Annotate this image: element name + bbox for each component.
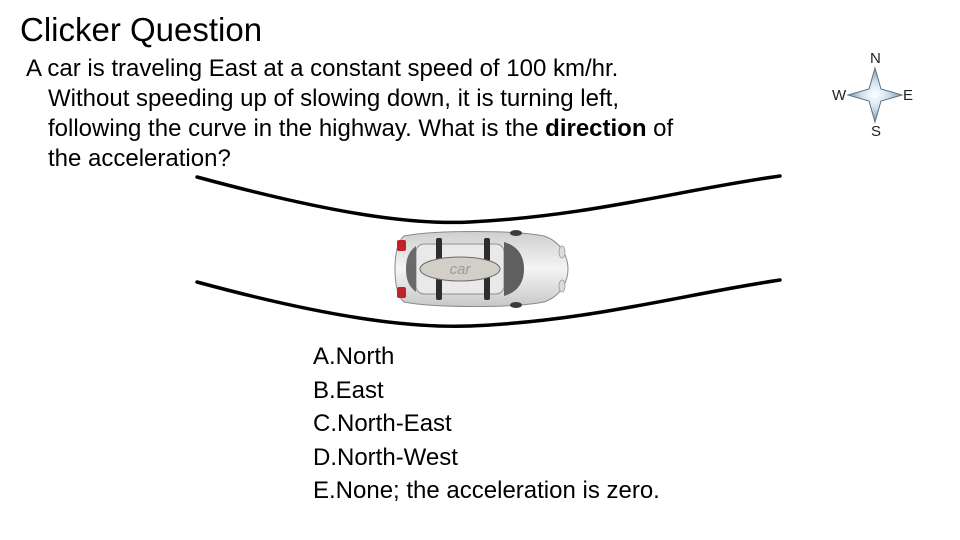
compass-south-label: S bbox=[871, 123, 882, 140]
answer-d: D.North-West bbox=[313, 443, 458, 471]
question-line-2: Without speeding up of slowing down, it is turning left, bbox=[48, 85, 619, 112]
tail-light bbox=[397, 240, 406, 251]
question-line-3-start: following the curve in the highway. What is the bbox=[48, 115, 546, 142]
answer-b: B.East bbox=[313, 376, 384, 404]
emphasis-direction: direction bbox=[545, 115, 647, 142]
headlight bbox=[559, 246, 565, 258]
question-line-3-end: of bbox=[646, 115, 674, 142]
car-logo: car bbox=[449, 261, 471, 278]
tail-light bbox=[397, 287, 406, 298]
answer-c: C.North-East bbox=[313, 410, 452, 437]
road-edge-top bbox=[197, 176, 780, 222]
answer-e: E.None; the acceleration is zero. bbox=[313, 477, 660, 504]
question-line-4: the acceleration? bbox=[48, 145, 231, 172]
side-mirror bbox=[510, 302, 522, 308]
compass-west-label: W bbox=[832, 87, 847, 104]
side-mirror bbox=[510, 230, 522, 236]
answer-list bbox=[313, 340, 660, 508]
compass-north-label: N bbox=[870, 50, 881, 67]
car-image bbox=[394, 228, 569, 310]
headlight bbox=[559, 280, 565, 292]
slide-title: Clicker Question bbox=[20, 11, 263, 48]
answer-a: A.North bbox=[313, 343, 395, 370]
compass-rose bbox=[828, 48, 922, 142]
compass-east-label: E bbox=[903, 87, 914, 104]
question-line-1: A car is traveling East at a constant speed of 100 km/hr. bbox=[26, 55, 619, 82]
